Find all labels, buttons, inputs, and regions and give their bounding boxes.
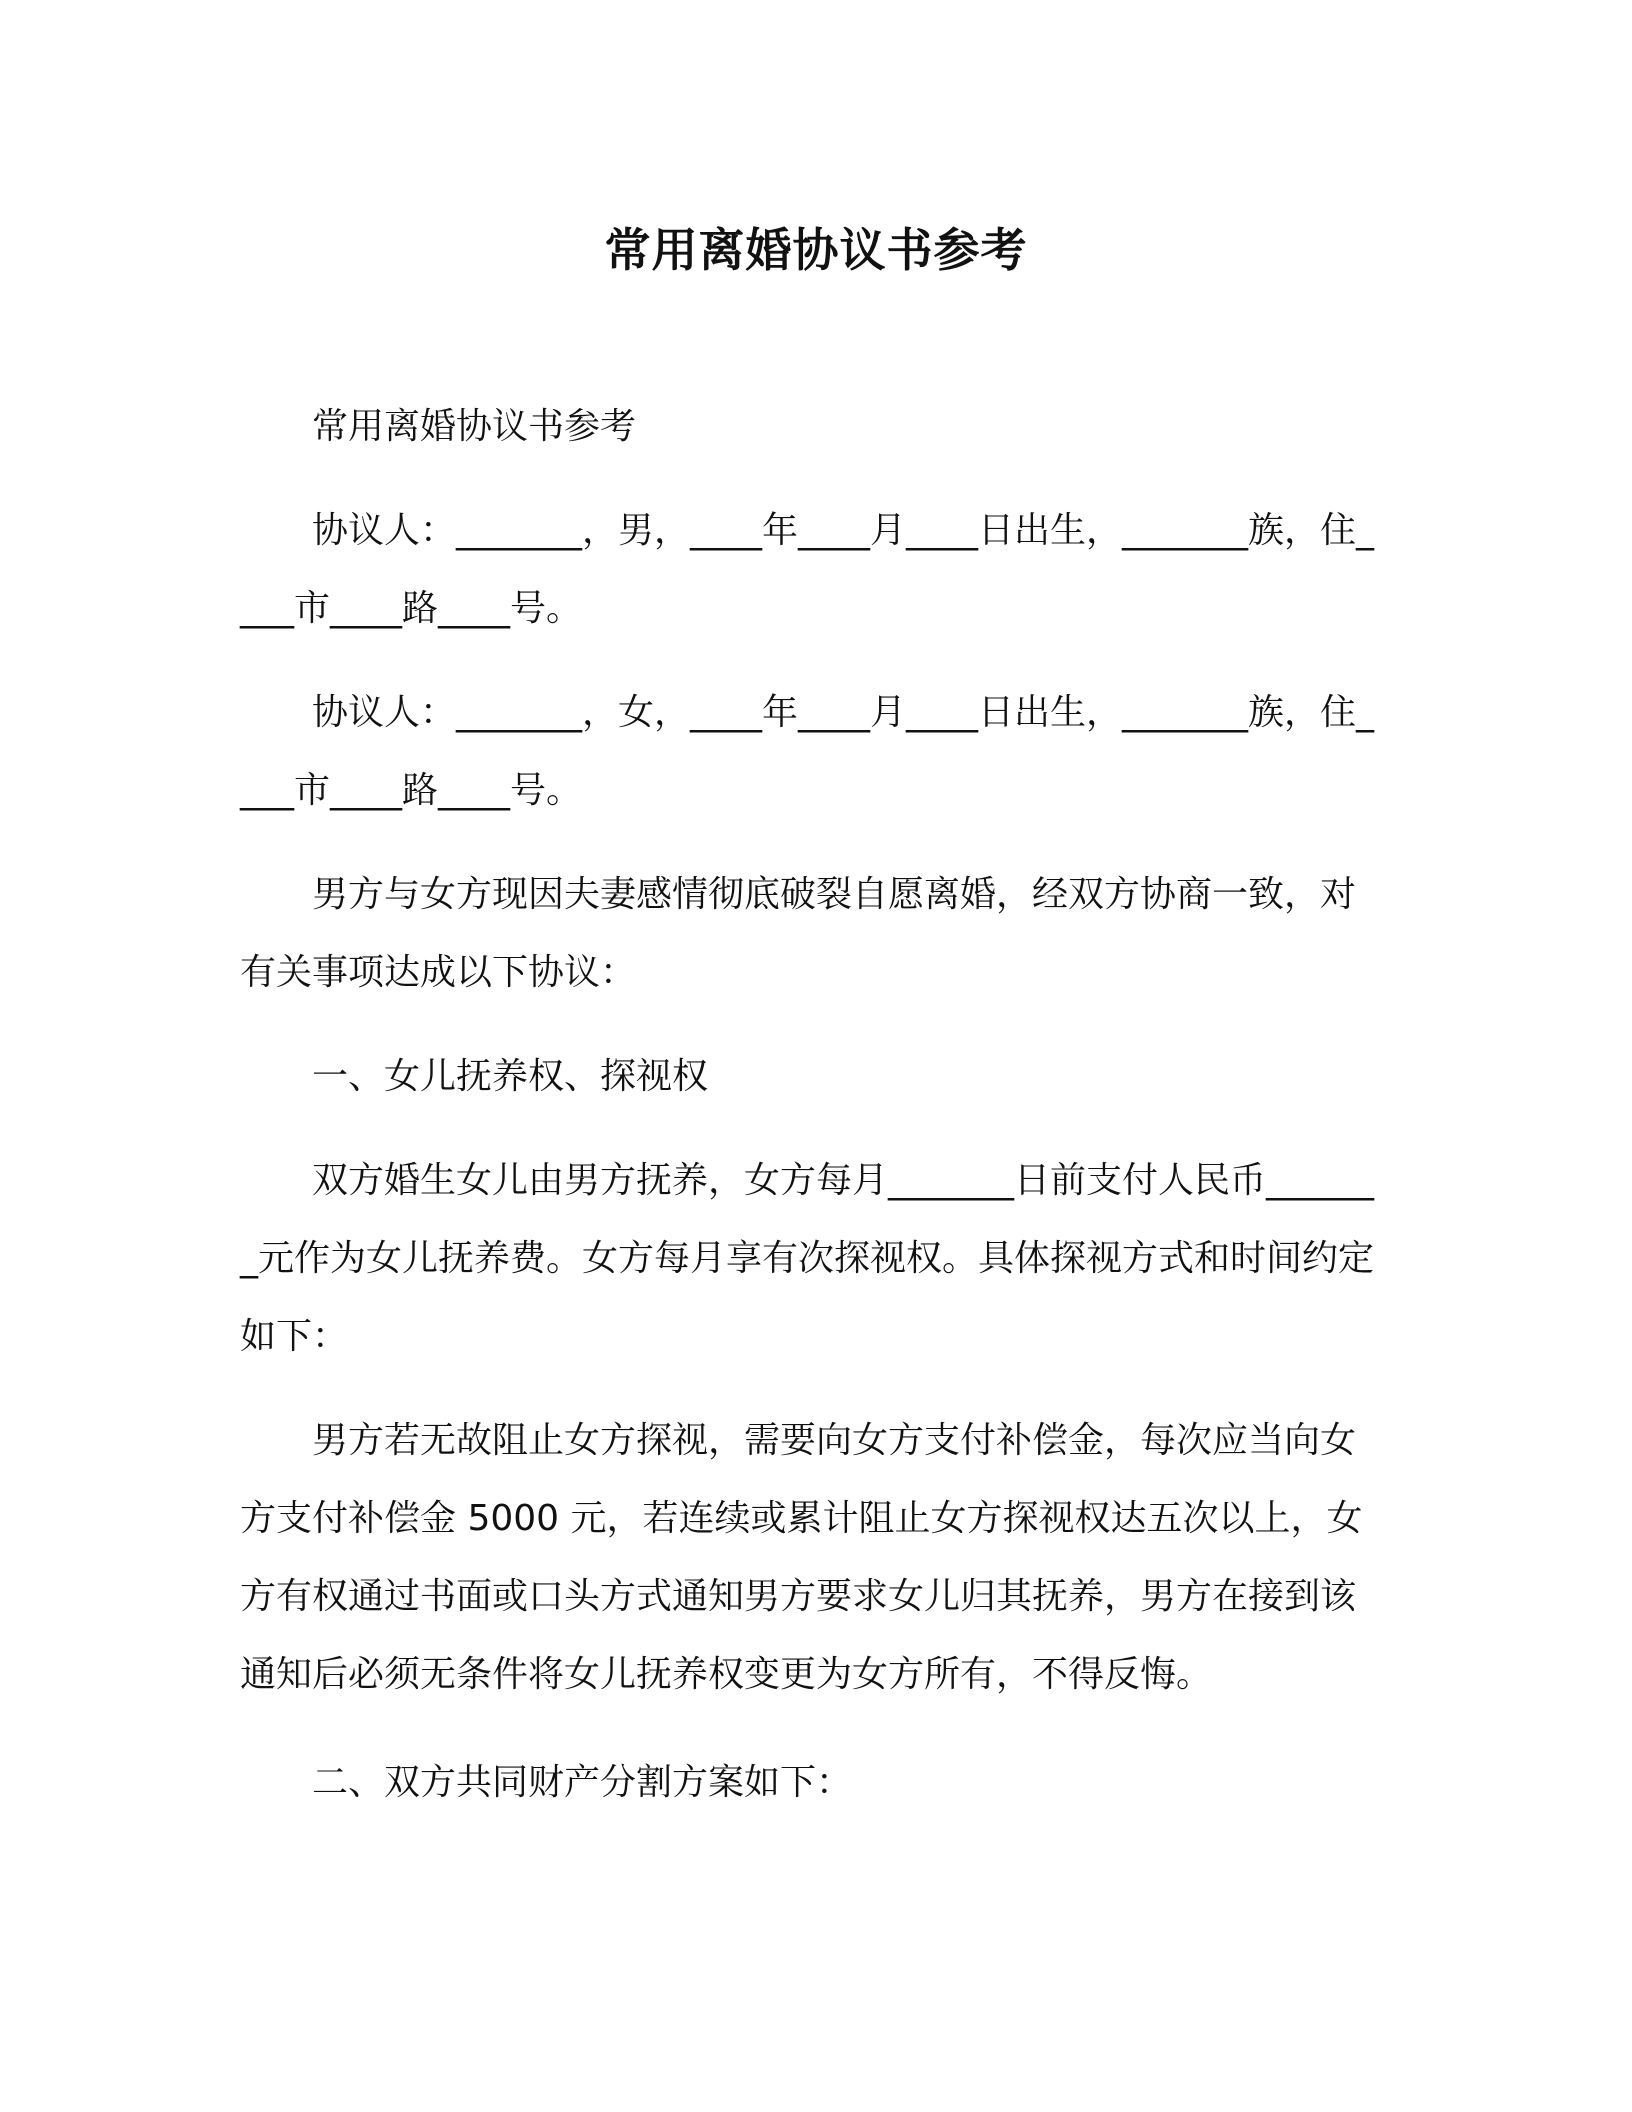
party-male-paragraph: 协议人：_______，男，____年____月____日出生，_______族，住____市____路____号。 bbox=[240, 510, 1375, 629]
document-body bbox=[240, 388, 1390, 1848]
custody-paragraph: 双方婚生女儿由男方抚养，女方每月_______日前支付人民币_______元作为女儿抚养费。女方每月享有次探视权。具体探视方式和时间约定如下： bbox=[240, 1160, 1375, 1357]
document-title: 常用离婚协议书参考 bbox=[604, 223, 1028, 277]
subtitle-paragraph: 常用离婚协议书参考 bbox=[312, 406, 637, 447]
section-heading-property: 二、双方共同财产分割方案如下： bbox=[312, 1762, 853, 1803]
party-female-paragraph: 协议人：_______，女，____年____月____日出生，_______族，住____市____路____号。 bbox=[240, 692, 1375, 811]
preamble-paragraph: 男方与女方现因夫妻感情彻底破裂自愿离婚，经双方协商一致，对有关事项达成以下协议： bbox=[240, 874, 1357, 993]
section-heading-custody: 一、女儿抚养权、探视权 bbox=[312, 1056, 709, 1097]
visitation-compensation-paragraph: 男方若无故阻止女方探视，需要向女方支付补偿金，每次应当向女方支付补偿金 5000 元，若连续或累计阻止女方探视权达五次以上，女方有权通过书面或口头方式通知男方要求女儿归其抚养，男方在接到该通知后必须无条件将女儿抚养权变更为女方所有，不得反悔。 bbox=[240, 1420, 1363, 1695]
